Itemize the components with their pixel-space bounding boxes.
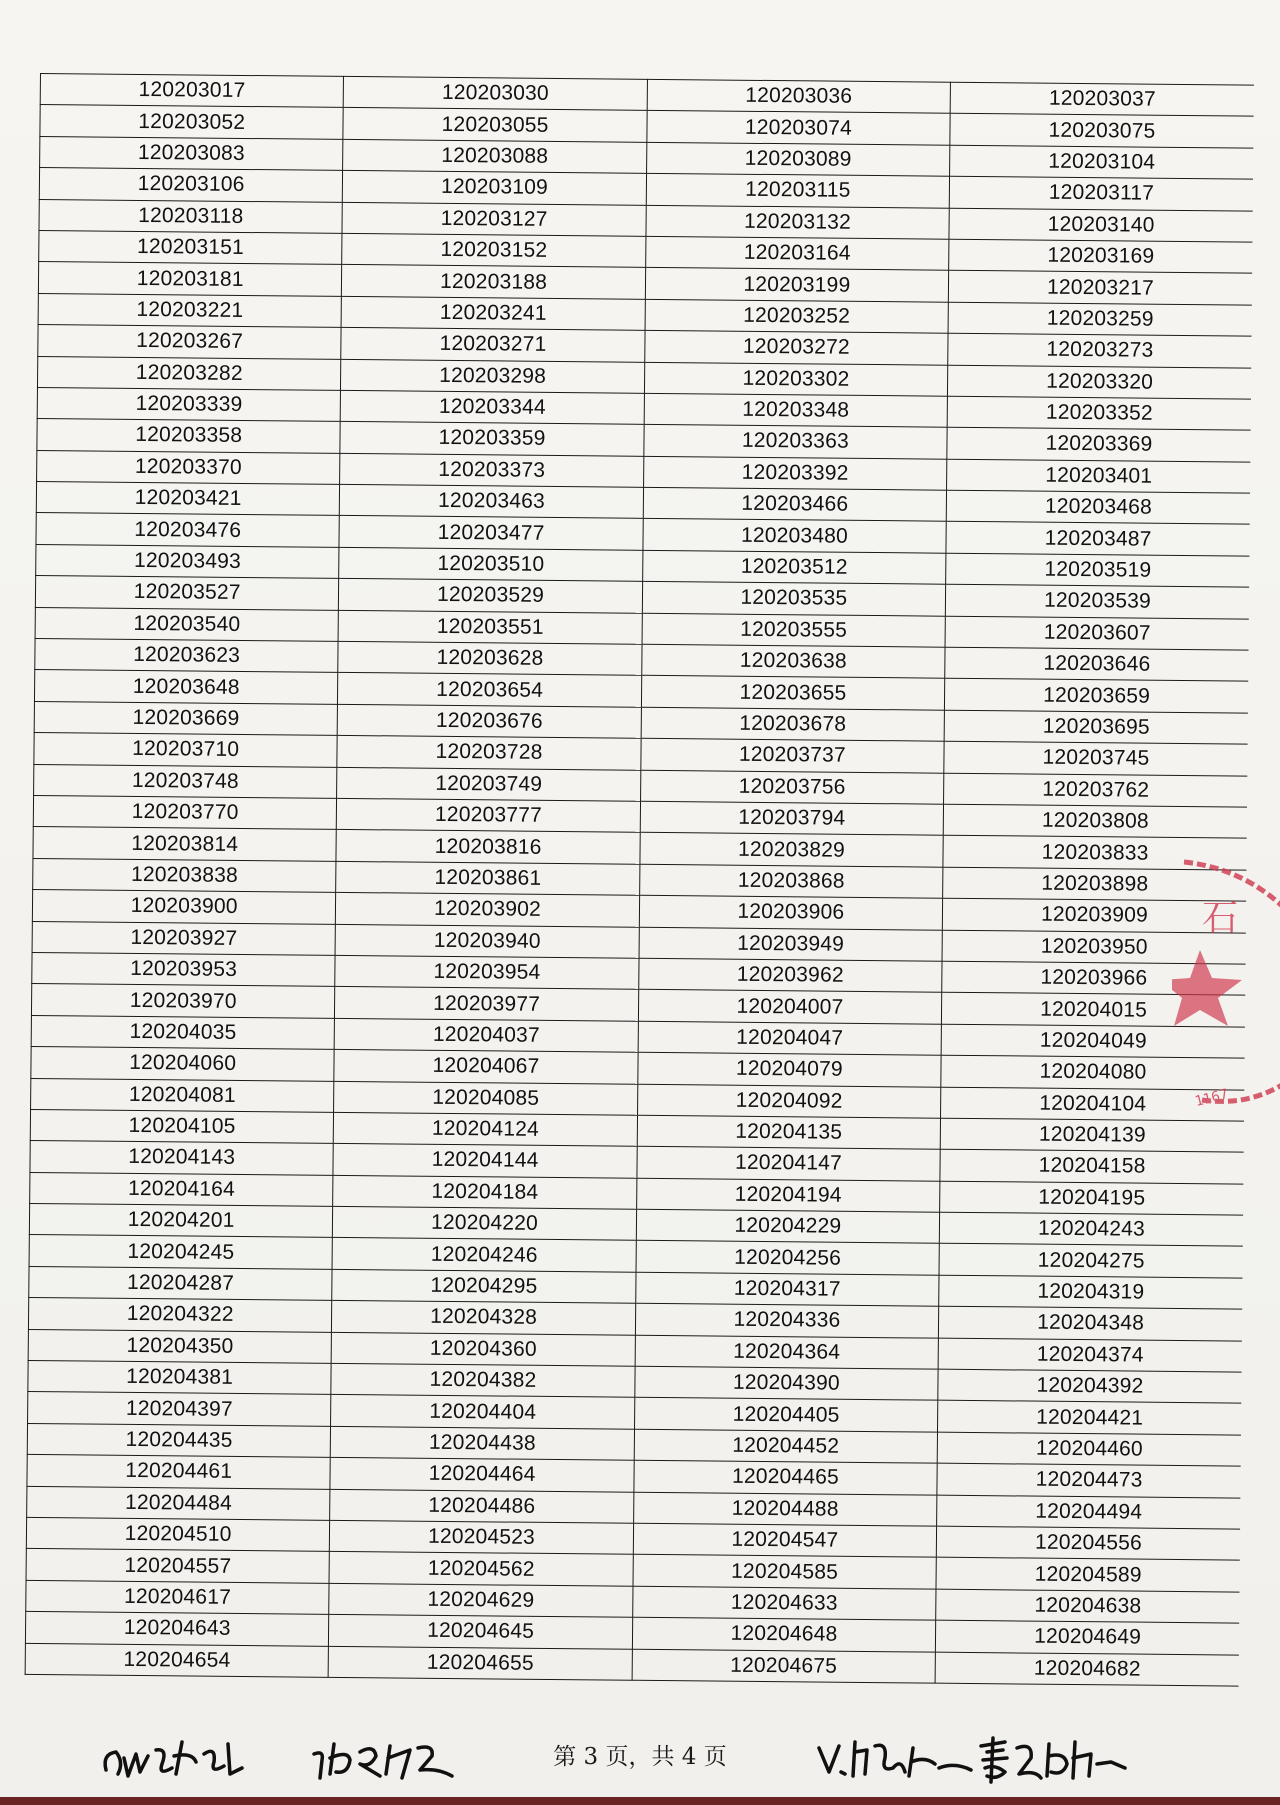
table-cell: 120203950 <box>942 930 1246 964</box>
table-cell: 120204649 <box>936 1620 1240 1654</box>
table-cell: 120203352 <box>947 396 1251 430</box>
table-cell: 120203808 <box>943 804 1247 838</box>
table-cell: 120204421 <box>938 1401 1242 1435</box>
table-cell: 120203551 <box>338 610 642 644</box>
table-cell: 120203259 <box>948 302 1252 336</box>
table-cell: 120203468 <box>946 490 1250 524</box>
table-cell: 120203421 <box>36 482 340 516</box>
table-cell: 120204682 <box>935 1652 1239 1686</box>
table-cell: 120203466 <box>643 487 947 521</box>
table-cell: 120203970 <box>31 984 335 1018</box>
table-cell: 120203794 <box>640 801 944 835</box>
table-cell: 120203493 <box>36 544 340 578</box>
table-cell: 120204484 <box>27 1486 331 1520</box>
table-cell: 120203833 <box>943 836 1247 870</box>
table-cell: 120204201 <box>29 1204 333 1238</box>
table-cell: 120204523 <box>330 1520 634 1554</box>
table-cell: 120203169 <box>949 239 1253 273</box>
table-cell: 120203272 <box>645 330 949 364</box>
table-cell: 120203512 <box>642 550 946 584</box>
table-cell: 120204675 <box>632 1649 936 1683</box>
table-cell: 120204085 <box>334 1081 638 1115</box>
table-cell: 120204092 <box>637 1084 941 1118</box>
table-cell: 120203529 <box>339 579 643 613</box>
table-cell: 120204382 <box>331 1363 635 1397</box>
table-cell: 120203607 <box>945 616 1249 650</box>
table-cell: 120204473 <box>937 1463 1241 1497</box>
table-cell: 120204360 <box>332 1332 636 1366</box>
table-cell: 120203676 <box>338 704 642 738</box>
table-cell: 120203868 <box>639 864 943 898</box>
table-cell: 120203132 <box>646 205 950 239</box>
official-seal-stamp <box>1172 850 1280 1130</box>
table-cell: 120203348 <box>644 393 948 427</box>
table-cell: 120203344 <box>341 390 645 424</box>
handwritten-signature-4 <box>975 1728 1135 1788</box>
table-cell: 120204060 <box>31 1047 335 1081</box>
table-cell: 120203510 <box>339 547 643 581</box>
id-number-table <box>25 73 1254 1687</box>
table-cell: 120203756 <box>640 770 944 804</box>
table-cell: 120203221 <box>38 293 342 327</box>
table-cell: 120203838 <box>33 858 337 892</box>
table-cell: 120204287 <box>29 1266 333 1300</box>
table-cell: 120204648 <box>632 1617 936 1651</box>
table-cell: 120203519 <box>946 553 1250 587</box>
table-cell: 120203273 <box>948 333 1252 367</box>
table-cell: 120203728 <box>337 736 641 770</box>
table-cell: 120203083 <box>40 136 344 170</box>
table-cell: 120204007 <box>638 990 942 1024</box>
table-cell: 120203555 <box>642 613 946 647</box>
table-cell: 120204435 <box>27 1423 331 1457</box>
table-cell: 120203762 <box>944 773 1248 807</box>
table-cell: 120203104 <box>950 145 1254 179</box>
table-cell: 120203816 <box>336 830 640 864</box>
table-cell: 120204319 <box>939 1275 1243 1309</box>
table-cell: 120203638 <box>641 644 945 678</box>
table-cell: 120203152 <box>342 233 646 267</box>
page-bottom-edge <box>0 1797 1280 1805</box>
table-cell: 120203030 <box>344 76 648 110</box>
table-cell: 120204184 <box>333 1175 637 1209</box>
table-cell: 120204243 <box>939 1212 1243 1246</box>
table-cell: 120203252 <box>645 299 949 333</box>
table-cell: 120203737 <box>641 739 945 773</box>
table-cell: 120204295 <box>332 1269 636 1303</box>
seal-text: 石 <box>1202 898 1239 939</box>
seal-number: 1167 <box>1193 1086 1230 1111</box>
table-cell: 120204245 <box>29 1235 333 1269</box>
table-cell: 120204135 <box>637 1115 941 1149</box>
table-cell: 120204465 <box>634 1460 938 1494</box>
table-cell: 120204220 <box>333 1206 637 1240</box>
table-cell: 120203320 <box>948 365 1252 399</box>
table-cell: 120204081 <box>31 1078 335 1112</box>
table-cell: 120204317 <box>635 1272 939 1306</box>
table-cell: 120204015 <box>942 993 1246 1027</box>
table-cell: 120203710 <box>34 733 338 767</box>
table-cell: 120204585 <box>633 1555 937 1589</box>
table-cell: 120203055 <box>343 108 647 142</box>
table-cell: 120204510 <box>26 1517 330 1551</box>
table-cell: 120204452 <box>634 1429 938 1463</box>
table-cell: 120203127 <box>342 202 646 236</box>
table-cell: 120204629 <box>329 1583 633 1617</box>
table-cell: 120204147 <box>637 1147 941 1181</box>
table-cell: 120204392 <box>938 1369 1242 1403</box>
table-cell: 120203539 <box>945 584 1249 618</box>
table-cell: 120204195 <box>940 1181 1244 1215</box>
table-cell: 120203115 <box>646 173 950 207</box>
table-cell: 120204557 <box>26 1549 330 1583</box>
table-cell: 120204390 <box>635 1366 939 1400</box>
table-cell: 120203487 <box>946 522 1250 556</box>
table-cell: 120204246 <box>332 1238 636 1272</box>
table-cell: 120203074 <box>647 111 951 145</box>
table-cell: 120203906 <box>639 895 943 929</box>
table-cell: 120204139 <box>940 1118 1244 1152</box>
handwritten-signature-3 <box>815 1728 975 1788</box>
table-cell: 120203088 <box>343 139 647 173</box>
table-cell: 120204350 <box>28 1329 332 1363</box>
table-cell: 120203075 <box>950 114 1254 148</box>
table-cell: 120204328 <box>332 1301 636 1335</box>
table-cell: 120203181 <box>38 262 342 296</box>
id-number-table-body <box>25 74 1254 1686</box>
table-cell: 120203659 <box>945 679 1249 713</box>
table-cell: 120203118 <box>39 199 343 233</box>
table-cell: 120204144 <box>333 1144 637 1178</box>
table-cell: 120203164 <box>645 236 949 270</box>
table-cell: 120204037 <box>335 1018 639 1052</box>
table-cell: 120203646 <box>945 647 1249 681</box>
table-cell: 120203052 <box>40 105 344 139</box>
table-cell: 120203669 <box>34 701 338 735</box>
table-cell: 120204079 <box>638 1052 942 1086</box>
table-cell: 120204080 <box>941 1055 1245 1089</box>
table-cell: 120204494 <box>937 1495 1241 1529</box>
table-cell: 120203037 <box>950 82 1254 116</box>
table-cell: 120203358 <box>37 419 341 453</box>
table-cell: 120203745 <box>944 741 1248 775</box>
table-cell: 120203927 <box>32 921 336 955</box>
table-cell: 120204047 <box>638 1021 942 1055</box>
table-cell: 120204164 <box>30 1172 334 1206</box>
table-cell: 120204322 <box>28 1298 332 1332</box>
table-cell: 120203271 <box>341 328 645 362</box>
table-cell: 120203623 <box>35 639 339 673</box>
table-cell: 120204104 <box>941 1087 1245 1121</box>
table-cell: 120204275 <box>939 1244 1243 1278</box>
table-cell: 120203540 <box>35 607 339 641</box>
table-cell: 120203267 <box>38 325 342 359</box>
seal-star <box>1172 950 1242 1026</box>
table-cell: 120204124 <box>334 1112 638 1146</box>
table-cell: 120203241 <box>341 296 645 330</box>
table-cell: 120204460 <box>937 1432 1241 1466</box>
table-cell: 120203036 <box>647 79 951 113</box>
table-cell: 120203476 <box>36 513 340 547</box>
table-cell: 120204655 <box>328 1646 632 1680</box>
table-cell: 120203401 <box>947 459 1251 493</box>
table-cell: 120203909 <box>942 898 1246 932</box>
table-cell: 120203298 <box>341 359 645 393</box>
table-cell: 120204438 <box>331 1426 635 1460</box>
table-cell: 120203151 <box>39 230 343 264</box>
table-cell: 120204067 <box>334 1049 638 1083</box>
table-cell: 120204547 <box>633 1523 937 1557</box>
table-cell: 120204374 <box>938 1338 1242 1372</box>
table-cell: 120204633 <box>632 1586 936 1620</box>
table-cell: 120204488 <box>633 1492 937 1526</box>
table-cell: 120204364 <box>635 1335 939 1369</box>
table-cell: 120203373 <box>340 453 644 487</box>
table-cell: 120203749 <box>337 767 641 801</box>
table-cell: 120204348 <box>939 1306 1243 1340</box>
table-cell: 120204617 <box>26 1580 330 1614</box>
table-cell: 120203898 <box>943 867 1247 901</box>
table-cell: 120204397 <box>28 1392 332 1426</box>
table-cell: 120203109 <box>343 171 647 205</box>
table-cell: 120204562 <box>329 1552 633 1586</box>
table-cell: 120203392 <box>643 456 947 490</box>
table-cell: 120203829 <box>640 833 944 867</box>
table-cell: 120204464 <box>330 1458 634 1492</box>
table-cell: 120203217 <box>948 271 1252 305</box>
table-cell: 120203282 <box>37 356 341 390</box>
table-cell: 120203953 <box>32 952 336 986</box>
table-cell: 120204556 <box>936 1526 1240 1560</box>
table-cell: 120203648 <box>34 670 338 704</box>
table-cell: 120204105 <box>30 1109 334 1143</box>
table-cell: 120204638 <box>936 1589 1240 1623</box>
table-cell: 120204256 <box>636 1241 940 1275</box>
table-cell: 120203814 <box>33 827 337 861</box>
table-cell: 120204194 <box>636 1178 940 1212</box>
table-cell: 120204404 <box>331 1395 635 1429</box>
table-cell: 120203370 <box>37 450 341 484</box>
table-cell: 120203302 <box>644 362 948 396</box>
table-cell: 120203480 <box>643 519 947 553</box>
table-cell: 120204158 <box>940 1149 1244 1183</box>
table-cell: 120204645 <box>329 1614 633 1648</box>
table-cell: 120203940 <box>335 924 639 958</box>
table-cell: 120203900 <box>32 890 336 924</box>
table-cell: 120203117 <box>949 176 1253 210</box>
table-cell: 120203954 <box>335 955 639 989</box>
table-cell: 120203748 <box>34 764 338 798</box>
table-cell: 120204049 <box>941 1024 1245 1058</box>
table-cell: 120203363 <box>644 425 948 459</box>
table-cell: 120203140 <box>949 208 1253 242</box>
table-cell: 120203695 <box>944 710 1248 744</box>
table-cell: 120203977 <box>335 987 639 1021</box>
table-cell: 120204486 <box>330 1489 634 1523</box>
page-number-label: 第 3 页，共 4 页 <box>553 1744 727 1770</box>
table-cell: 120203106 <box>39 168 343 202</box>
table-cell: 120203188 <box>342 265 646 299</box>
table-cell: 120203463 <box>340 484 644 518</box>
table-cell: 120203535 <box>642 582 946 616</box>
table-cell: 120203770 <box>33 795 337 829</box>
table-cell: 120204461 <box>27 1455 331 1489</box>
table-cell: 120204643 <box>25 1612 329 1646</box>
table-cell: 120204336 <box>635 1304 939 1338</box>
table-cell: 120204654 <box>25 1643 329 1677</box>
table-cell: 120203339 <box>37 387 341 421</box>
table-cell: 120203017 <box>40 74 344 108</box>
table-cell: 120204381 <box>28 1360 332 1394</box>
table-cell: 120203962 <box>638 958 942 992</box>
table-cell: 120204589 <box>936 1558 1240 1592</box>
table-cell: 120203477 <box>339 516 643 550</box>
table-cell: 120203777 <box>337 798 641 832</box>
table-cell: 120203199 <box>645 268 949 302</box>
table-cell: 120204229 <box>636 1209 940 1243</box>
table-cell: 120203369 <box>947 428 1251 462</box>
table-cell: 120203655 <box>641 676 945 710</box>
table-cell: 120204143 <box>30 1141 334 1175</box>
table-cell: 120204035 <box>31 1015 335 1049</box>
table-cell: 120203966 <box>942 961 1246 995</box>
table-cell: 120204405 <box>634 1398 938 1432</box>
table-cell: 120203949 <box>639 927 943 961</box>
table-cell: 120203902 <box>336 893 640 927</box>
table-cell: 120203654 <box>338 673 642 707</box>
table-cell: 120203678 <box>641 707 945 741</box>
table-cell: 120203628 <box>338 641 642 675</box>
table-cell: 120203861 <box>336 861 640 895</box>
table-cell: 120203527 <box>35 576 339 610</box>
table-cell: 120203089 <box>646 142 950 176</box>
table-cell: 120203359 <box>340 422 644 456</box>
